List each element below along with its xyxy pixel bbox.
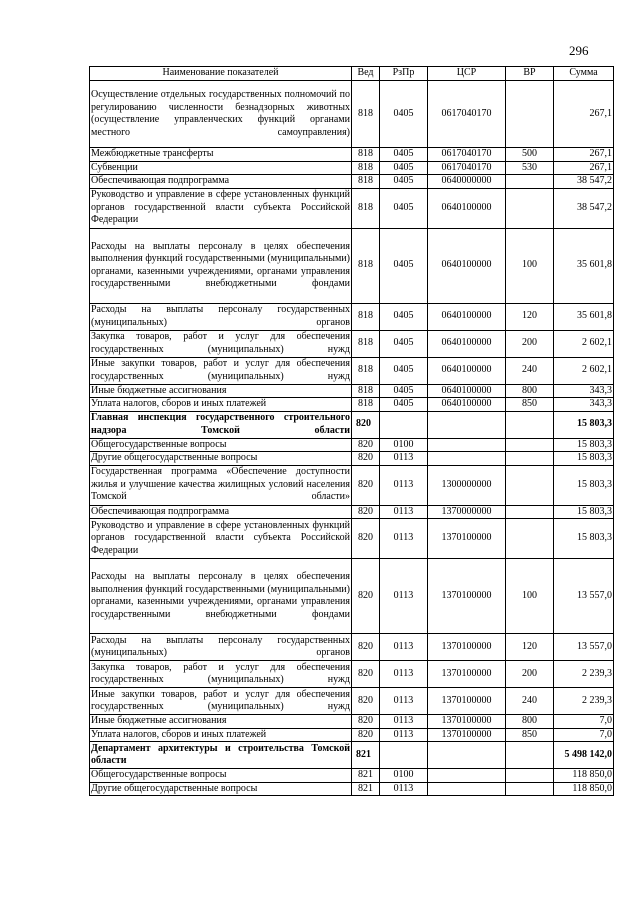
row-csr-cell: 1370100000 <box>428 559 506 634</box>
row-name-cell: Осуществление отдельных государственных полномочий по регулированию численности безнадзорных животных (осуществление управленческих функций органами местного самоуправления) <box>90 81 352 148</box>
row-sum-cell: 15 803,3 <box>554 519 614 559</box>
row-name-cell: Другие общегосударственные вопросы <box>90 782 352 796</box>
row-rzpr-cell: 0405 <box>380 357 428 384</box>
row-rzpr-cell: 0113 <box>380 688 428 715</box>
table-row <box>90 519 614 559</box>
row-rzpr-cell: 0113 <box>380 452 428 466</box>
row-vr-cell: 100 <box>506 228 554 303</box>
row-csr-cell <box>428 438 506 452</box>
row-vr-cell: 100 <box>506 559 554 634</box>
row-ved-cell: 820 <box>352 728 380 742</box>
row-sum-cell: 15 803,3 <box>554 505 614 519</box>
row-name-cell: Руководство и управление в сфере установленных функций органов государственной власти субъекта Российской Федерации <box>90 188 352 228</box>
table-header <box>90 67 614 81</box>
row-sum-cell: 343,3 <box>554 398 614 412</box>
row-ved-cell: 818 <box>352 188 380 228</box>
row-csr-cell <box>428 411 506 438</box>
row-vr-cell <box>506 188 554 228</box>
row-name-cell: Закупка товаров, работ и услуг для обеспечения государственных (муниципальных) нужд <box>90 330 352 357</box>
row-ved-cell: 820 <box>352 559 380 634</box>
row-vr-cell: 120 <box>506 303 554 330</box>
row-sum-cell: 2 239,3 <box>554 661 614 688</box>
row-csr-cell: 0640000000 <box>428 175 506 189</box>
row-sum-cell: 15 803,3 <box>554 411 614 438</box>
row-sum-cell: 15 803,3 <box>554 465 614 505</box>
row-vr-cell <box>506 81 554 148</box>
row-vr-cell <box>506 742 554 769</box>
table-row <box>90 384 614 398</box>
row-sum-cell: 38 547,2 <box>554 175 614 189</box>
row-name-cell: Общегосударственные вопросы <box>90 769 352 783</box>
row-ved-cell: 818 <box>352 303 380 330</box>
table-row <box>90 438 614 452</box>
table-row <box>90 81 614 148</box>
row-vr-cell <box>506 769 554 783</box>
row-ved-cell: 820 <box>352 505 380 519</box>
table-row <box>90 559 614 634</box>
table-row <box>90 769 614 783</box>
row-name-cell: Межбюджетные трансферты <box>90 148 352 162</box>
header-vr: ВР <box>506 67 554 81</box>
row-ved-cell: 820 <box>352 688 380 715</box>
row-rzpr-cell: 0405 <box>380 81 428 148</box>
row-sum-cell: 343,3 <box>554 384 614 398</box>
row-rzpr-cell <box>380 411 428 438</box>
table-row <box>90 411 614 438</box>
row-rzpr-cell: 0405 <box>380 175 428 189</box>
row-vr-cell <box>506 452 554 466</box>
row-rzpr-cell: 0405 <box>380 188 428 228</box>
row-rzpr-cell <box>380 742 428 769</box>
row-vr-cell: 240 <box>506 688 554 715</box>
table-row <box>90 634 614 661</box>
table-row <box>90 728 614 742</box>
row-csr-cell: 1370100000 <box>428 661 506 688</box>
row-csr-cell: 0640100000 <box>428 330 506 357</box>
row-name-cell: Закупка товаров, работ и услуг для обеспечения государственных (муниципальных) нужд <box>90 661 352 688</box>
row-sum-cell: 2 239,3 <box>554 688 614 715</box>
row-ved-cell: 818 <box>352 148 380 162</box>
row-csr-cell: 0617040170 <box>428 81 506 148</box>
row-sum-cell: 2 602,1 <box>554 330 614 357</box>
table-row <box>90 398 614 412</box>
row-sum-cell: 267,1 <box>554 161 614 175</box>
row-vr-cell: 200 <box>506 661 554 688</box>
row-ved-cell: 818 <box>352 398 380 412</box>
row-rzpr-cell: 0113 <box>380 505 428 519</box>
row-vr-cell <box>506 782 554 796</box>
table-row <box>90 188 614 228</box>
row-rzpr-cell: 0113 <box>380 559 428 634</box>
header-row <box>90 67 614 81</box>
row-ved-cell: 820 <box>352 715 380 729</box>
row-ved-cell: 818 <box>352 228 380 303</box>
row-vr-cell: 800 <box>506 715 554 729</box>
header-rzpr: РзПр <box>380 67 428 81</box>
table-body <box>90 81 614 796</box>
row-name-cell: Иные бюджетные ассигнования <box>90 384 352 398</box>
row-csr-cell: 0640100000 <box>428 188 506 228</box>
table-row <box>90 228 614 303</box>
row-rzpr-cell: 0100 <box>380 438 428 452</box>
row-rzpr-cell: 0100 <box>380 769 428 783</box>
row-csr-cell <box>428 782 506 796</box>
budget-table <box>89 66 614 796</box>
row-name-cell: Руководство и управление в сфере установленных функций органов государственной власти субъекта Российской Федерации <box>90 519 352 559</box>
row-ved-cell: 818 <box>352 357 380 384</box>
row-csr-cell <box>428 742 506 769</box>
row-ved-cell: 820 <box>352 411 380 438</box>
row-rzpr-cell: 0405 <box>380 148 428 162</box>
row-name-cell: Департамент архитектуры и строительства Томской области <box>90 742 352 769</box>
row-vr-cell <box>506 411 554 438</box>
table-row <box>90 303 614 330</box>
row-ved-cell: 818 <box>352 161 380 175</box>
row-name-cell: Иные бюджетные ассигнования <box>90 715 352 729</box>
row-csr-cell: 0640100000 <box>428 384 506 398</box>
table-row <box>90 715 614 729</box>
row-sum-cell: 35 601,8 <box>554 303 614 330</box>
row-sum-cell: 2 602,1 <box>554 357 614 384</box>
row-rzpr-cell: 0113 <box>380 465 428 505</box>
row-sum-cell: 35 601,8 <box>554 228 614 303</box>
row-sum-cell: 38 547,2 <box>554 188 614 228</box>
row-ved-cell: 820 <box>352 661 380 688</box>
row-csr-cell: 0640100000 <box>428 398 506 412</box>
row-ved-cell: 821 <box>352 742 380 769</box>
row-vr-cell: 850 <box>506 398 554 412</box>
row-rzpr-cell: 0113 <box>380 661 428 688</box>
row-name-cell: Иные закупки товаров, работ и услуг для обеспечения государственных (муниципальных) нужд <box>90 688 352 715</box>
row-rzpr-cell: 0405 <box>380 228 428 303</box>
row-name-cell: Уплата налогов, сборов и иных платежей <box>90 398 352 412</box>
row-vr-cell <box>506 505 554 519</box>
row-rzpr-cell: 0405 <box>380 161 428 175</box>
row-sum-cell: 267,1 <box>554 148 614 162</box>
table-row <box>90 782 614 796</box>
row-name-cell: Главная инспекция государственного строительного надзора Томской области <box>90 411 352 438</box>
row-name-cell: Другие общегосударственные вопросы <box>90 452 352 466</box>
row-sum-cell: 15 803,3 <box>554 438 614 452</box>
row-vr-cell: 850 <box>506 728 554 742</box>
row-csr-cell: 0640100000 <box>428 357 506 384</box>
row-ved-cell: 818 <box>352 175 380 189</box>
row-name-cell: Расходы на выплаты персоналу государственных (муниципальных) органов <box>90 303 352 330</box>
row-csr-cell: 1370100000 <box>428 634 506 661</box>
table-row <box>90 330 614 357</box>
row-name-cell: Расходы на выплаты персоналу в целях обеспечения выполнения функций государственными (муниципальными) органами, казенными учреждениями, органами управления государственными внебюджетными фондами <box>90 228 352 303</box>
row-vr-cell: 120 <box>506 634 554 661</box>
row-csr-cell: 0617040170 <box>428 161 506 175</box>
row-sum-cell: 15 803,3 <box>554 452 614 466</box>
row-csr-cell: 0617040170 <box>428 148 506 162</box>
header-name: Наименование показателей <box>90 67 352 81</box>
row-rzpr-cell: 0405 <box>380 384 428 398</box>
row-sum-cell: 118 850,0 <box>554 782 614 796</box>
row-ved-cell: 820 <box>352 452 380 466</box>
row-vr-cell <box>506 438 554 452</box>
row-sum-cell: 118 850,0 <box>554 769 614 783</box>
row-vr-cell: 240 <box>506 357 554 384</box>
row-vr-cell <box>506 175 554 189</box>
row-name-cell: Субвенции <box>90 161 352 175</box>
row-csr-cell: 1370100000 <box>428 715 506 729</box>
row-csr-cell: 1300000000 <box>428 465 506 505</box>
row-sum-cell: 13 557,0 <box>554 559 614 634</box>
table-row <box>90 465 614 505</box>
row-vr-cell: 200 <box>506 330 554 357</box>
table-row <box>90 148 614 162</box>
row-name-cell: Расходы на выплаты персоналу в целях обеспечения выполнения функций государственными (муниципальными) органами, казенными учреждениями, органами управления государственными внебюджетными фондами <box>90 559 352 634</box>
row-ved-cell: 818 <box>352 81 380 148</box>
row-rzpr-cell: 0405 <box>380 398 428 412</box>
table-row <box>90 357 614 384</box>
row-name-cell: Обеспечивающая подпрограмма <box>90 175 352 189</box>
row-sum-cell: 5 498 142,0 <box>554 742 614 769</box>
table-row <box>90 661 614 688</box>
row-rzpr-cell: 0113 <box>380 715 428 729</box>
row-sum-cell: 7,0 <box>554 728 614 742</box>
row-rzpr-cell: 0405 <box>380 303 428 330</box>
row-ved-cell: 821 <box>352 782 380 796</box>
table-row <box>90 175 614 189</box>
row-ved-cell: 820 <box>352 465 380 505</box>
row-ved-cell: 818 <box>352 384 380 398</box>
table-row <box>90 452 614 466</box>
table-row <box>90 742 614 769</box>
row-rzpr-cell: 0113 <box>380 782 428 796</box>
row-csr-cell: 1370100000 <box>428 688 506 715</box>
row-sum-cell: 267,1 <box>554 81 614 148</box>
row-vr-cell <box>506 465 554 505</box>
row-rzpr-cell: 0113 <box>380 728 428 742</box>
row-name-cell: Уплата налогов, сборов и иных платежей <box>90 728 352 742</box>
row-vr-cell: 500 <box>506 148 554 162</box>
header-csr: ЦСР <box>428 67 506 81</box>
row-ved-cell: 820 <box>352 519 380 559</box>
header-sum: Сумма <box>554 67 614 81</box>
row-name-cell: Иные закупки товаров, работ и услуг для обеспечения государственных (муниципальных) нужд <box>90 357 352 384</box>
row-csr-cell <box>428 769 506 783</box>
table-row <box>90 161 614 175</box>
header-ved: Вед <box>352 67 380 81</box>
row-ved-cell: 821 <box>352 769 380 783</box>
row-vr-cell <box>506 519 554 559</box>
row-vr-cell: 530 <box>506 161 554 175</box>
row-rzpr-cell: 0113 <box>380 634 428 661</box>
row-ved-cell: 818 <box>352 330 380 357</box>
row-rzpr-cell: 0113 <box>380 519 428 559</box>
row-csr-cell: 1370100000 <box>428 519 506 559</box>
row-csr-cell: 1370000000 <box>428 505 506 519</box>
row-rzpr-cell: 0405 <box>380 330 428 357</box>
table-row <box>90 505 614 519</box>
row-csr-cell: 0640100000 <box>428 228 506 303</box>
row-name-cell: Расходы на выплаты персоналу государственных (муниципальных) органов <box>90 634 352 661</box>
table-row <box>90 688 614 715</box>
row-name-cell: Государственная программа «Обеспечение доступности жилья и улучшение качества жилищных условий населения Томской области» <box>90 465 352 505</box>
row-csr-cell: 0640100000 <box>428 303 506 330</box>
page-number: 296 <box>569 43 589 58</box>
row-csr-cell <box>428 452 506 466</box>
row-vr-cell: 800 <box>506 384 554 398</box>
row-sum-cell: 13 557,0 <box>554 634 614 661</box>
row-sum-cell: 7,0 <box>554 715 614 729</box>
row-name-cell: Общегосударственные вопросы <box>90 438 352 452</box>
row-ved-cell: 820 <box>352 634 380 661</box>
row-name-cell: Обеспечивающая подпрограмма <box>90 505 352 519</box>
row-csr-cell: 1370100000 <box>428 728 506 742</box>
row-ved-cell: 820 <box>352 438 380 452</box>
